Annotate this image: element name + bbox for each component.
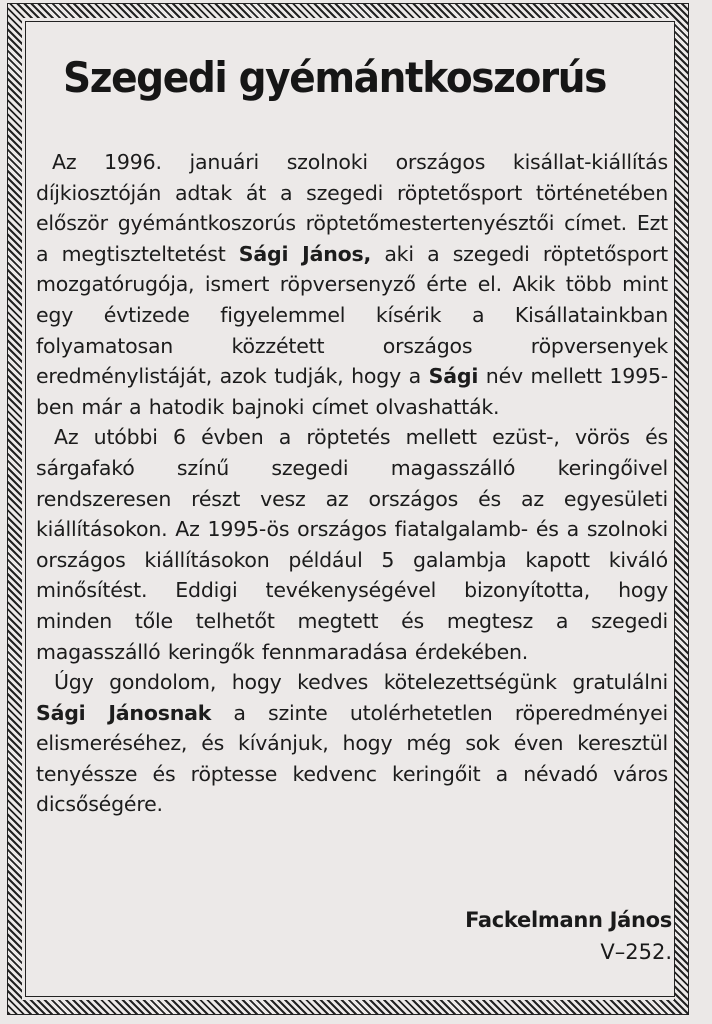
text-run: Úgy gondolom, hogy kedves kötelezettségünk gratulálni xyxy=(54,670,668,695)
article-title: Szegedi gyémántkoszorús xyxy=(63,53,607,102)
author-code: V–252. xyxy=(600,940,672,964)
article-body xyxy=(36,147,668,820)
text-run: Az utóbbi 6 évben a röptetés mellett ezüst-, vörös és sárgafakó színű szegedi magasszálló keringőivel rendszeresen részt vesz az országos és az egyesületi kiállításokon. Az 1995-ös országos fiatalgalamb- és a szolnoki országos kiállításokon például 5 galambja kapott kiváló minősítést. Eddigi tevékenységével bizonyította, hogy minden tőle telhetőt megtett és megtesz a szegedi magasszálló keringők fennmaradása érdekében. xyxy=(36,425,668,664)
text-run: aki a szegedi röptetősport mozgatórugója, ismert röpversenyző érte el. Akik több mint egy évtizede figyelemmel kísérik a Kisállatainkban folyamatosan közzétett országos röpversenyek eredménylistáját, azok tudják, hogy a xyxy=(36,241,668,389)
bold-name-run: Sági János, xyxy=(238,241,372,266)
article-paragraph xyxy=(36,147,668,422)
article-paragraph xyxy=(36,422,668,667)
text-run: név mellett 1995-ben már a hatodik bajnoki címet olvashatták. xyxy=(36,364,668,419)
bold-name-run: Sági Jánosnak xyxy=(36,700,212,725)
author-name: Fackelmann János xyxy=(465,908,672,932)
bold-name-run: Sági xyxy=(428,364,479,389)
article-paragraph xyxy=(36,667,668,820)
text-run: a szinte utolérhetetlen röperedményei elismeréséhez, és kívánjuk, hogy még sok éven keresztül tenyéssze és röptesse kedvenc keringőit a névadó város dicsőségére. xyxy=(36,700,668,817)
text-run: Az 1996. januári szolnoki országos kisállat-kiállítás díjkiosztóján adtak át a szegedi röptetősport történetében először gyémántkoszorús röptetőmestertenyésztői címet. Ezt a megtiszteltetést xyxy=(36,150,668,266)
